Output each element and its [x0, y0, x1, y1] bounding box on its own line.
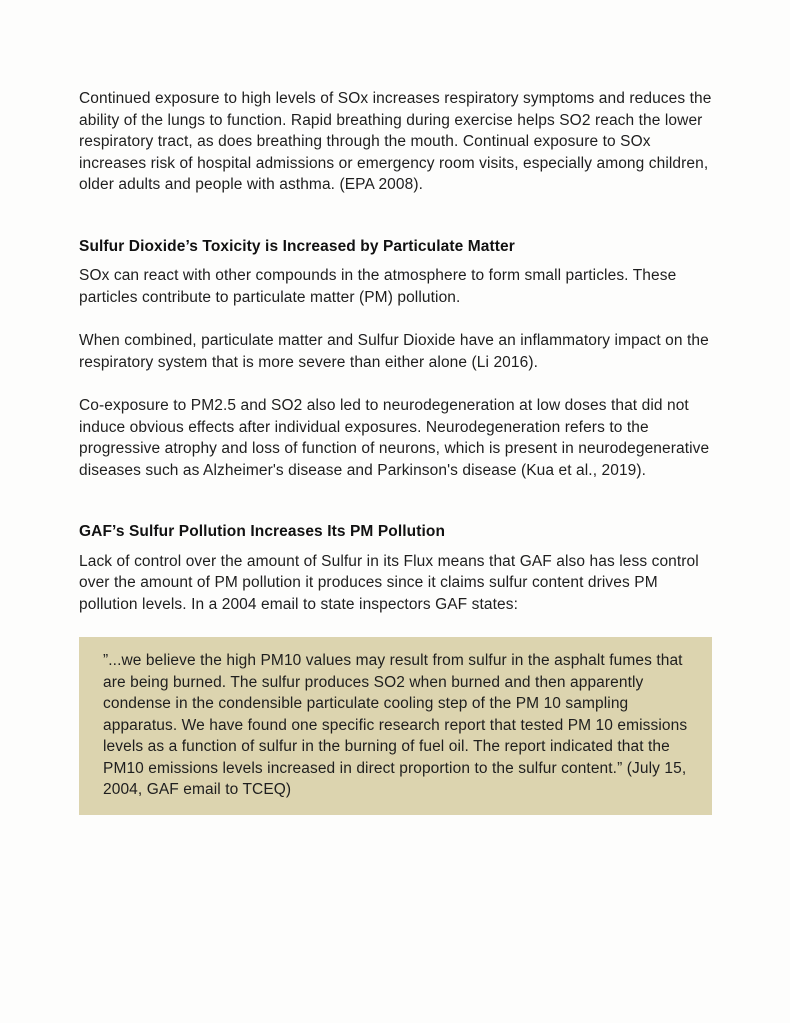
quote-text: ”...we believe the high PM10 values may result from sulfur in the asphalt fumes that are being burned. The sulfur produces SO2 when burned and then apparently condense in the condensible particulate cooling step of the PM 10 sampling apparatus. We have found one specific research report that tested PM 10 emissions levels as a function of sulfur in the burning of fuel oil. The report indicated that the PM10 emissions levels increased in direct proportion to the sulfur content.” (July 15, 2004, GAF email to TCEQ): [103, 652, 688, 798]
intro-paragraph: Continued exposure to high levels of SOx increases respiratory symptoms and reduces the ability of the lungs to function. Rapid breathing during exercise helps SO2 reach the lower respiratory tract, as does breathing through the mouth. Continual exposure to SOx increases risk of hospital admissions or emergency room visits, especially among children, older adults and people with asthma. (EPA 2008).: [79, 90, 712, 193]
section-heading-toxicity: Sulfur Dioxide’s Toxicity is Increased by Particulate Matter: [79, 237, 515, 255]
section-heading-gaf: GAF’s Sulfur Pollution Increases Its PM Pollution: [79, 523, 446, 540]
quote-block: [79, 637, 712, 815]
gaf-paragraph: Lack of control over the amount of Sulfur in its Flux means that GAF also has less control over the amount of PM pollution it produces since it claims sulfur content drives PM pollution levels. In a 2004 email to state inspectors GAF states:: [79, 552, 699, 613]
toxicity-paragraph-1: SOx can react with other compounds in the atmosphere to form small particles. These particles contribute to particulate matter (PM) pollution.: [79, 267, 677, 306]
toxicity-paragraph-3: Co-exposure to PM2.5 and SO2 also led to neurodegeneration at low doses that did not induce obvious effects after individual exposures. Neurodegeneration refers to the progressive atrophy and loss of function of neurons, which is present in neurodegenerative diseases such as Alzheimer's disease and Parkinson's disease (Kua et al., 2019).: [79, 397, 710, 479]
toxicity-paragraph-2: When combined, particulate matter and Sulfur Dioxide have an inflammatory impact on the respiratory system that is more severe than either alone (Li 2016).: [79, 332, 709, 371]
